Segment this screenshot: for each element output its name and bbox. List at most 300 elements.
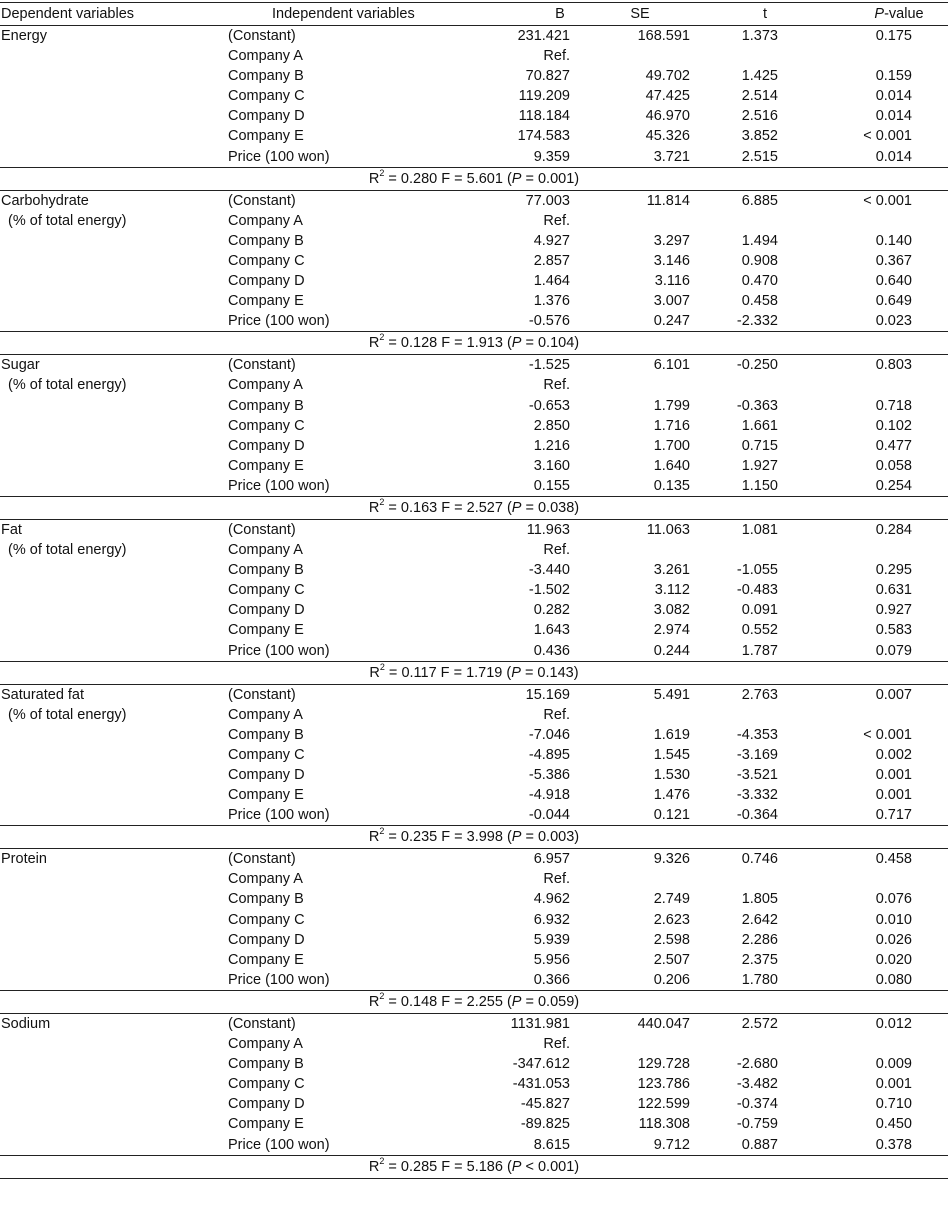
- t-cell: 0.746: [741, 851, 778, 868]
- p-value-cell: 0.477: [875, 437, 912, 454]
- table-row: [0, 86, 948, 106]
- se-cell: 129.728: [637, 1056, 690, 1073]
- summary-p-label: P: [511, 499, 522, 516]
- p-value-cell: 0.079: [875, 642, 912, 659]
- p-value-cell: 0.012: [875, 1015, 912, 1032]
- summary-f-label: F =: [437, 993, 467, 1010]
- t-cell: [690, 540, 810, 560]
- independent-variable-cell: Company D: [228, 931, 305, 948]
- dependent-variable-cell: [0, 251, 228, 271]
- summary-p-label: P: [511, 1158, 522, 1175]
- p-value-cell: 0.649: [875, 293, 912, 310]
- t-cell: -2.332: [736, 313, 778, 330]
- se-cell: 123.786: [637, 1076, 690, 1093]
- summary-f-value: 1.913: [466, 335, 503, 352]
- summary-f-value: 5.186: [466, 1158, 503, 1175]
- summary-equals-label: =: [384, 335, 401, 352]
- table-row: [0, 684, 948, 705]
- t-cell: 2.515: [741, 148, 778, 165]
- summary-f-value: 2.527: [466, 499, 503, 516]
- dependent-variable-cell: [0, 456, 228, 476]
- independent-variable-cell: (Constant): [228, 851, 296, 868]
- summary-r-label: R: [368, 499, 380, 516]
- b-cell: 77.003: [525, 192, 570, 209]
- model-summary: [0, 1155, 948, 1178]
- dependent-variable-cell: [0, 745, 228, 765]
- dependent-variable-cell: [0, 416, 228, 436]
- t-cell: 1.927: [741, 457, 778, 474]
- p-value-cell: 0.710: [875, 1096, 912, 1113]
- independent-variable-cell: Company B: [228, 232, 304, 249]
- summary-squared-label: 2: [379, 991, 385, 1002]
- table-row: [0, 147, 948, 168]
- independent-variable-cell: (Constant): [228, 28, 296, 44]
- dependent-variable-cell: [0, 930, 228, 950]
- table-row: [0, 436, 948, 456]
- p-value-cell: 0.583: [875, 622, 912, 639]
- se-cell: 1.640: [653, 457, 690, 474]
- summary-p-value: < 0.001: [525, 1158, 575, 1175]
- summary-paren-close: ): [574, 993, 580, 1010]
- se-cell: 2.598: [653, 931, 690, 948]
- p-value-cell: [810, 705, 948, 725]
- t-cell: -0.759: [736, 1116, 778, 1133]
- dependent-variable-cell: (% of total energy): [8, 212, 127, 229]
- se-cell: 3.261: [653, 562, 690, 579]
- se-cell: 2.623: [653, 911, 690, 928]
- summary-f-value: 2.255: [466, 993, 503, 1010]
- t-cell: 2.763: [741, 686, 778, 703]
- b-cell: Ref.: [543, 871, 570, 888]
- dependent-variable-cell: [0, 126, 228, 146]
- dependent-variable-cell: [0, 725, 228, 745]
- summary-r-squared-value: 0.280: [400, 170, 438, 187]
- b-cell: -45.827: [520, 1096, 570, 1113]
- table-row: [0, 1114, 948, 1134]
- p-value-cell: 0.631: [875, 582, 912, 599]
- summary-r-label: R: [368, 993, 380, 1010]
- model-summary-row: [0, 1155, 948, 1178]
- se-cell: 3.116: [654, 273, 690, 290]
- dependent-variable-cell: [0, 785, 228, 805]
- b-cell: Ref.: [543, 1036, 570, 1053]
- p-value-cell: 0.080: [875, 971, 912, 988]
- table-row: [0, 66, 948, 86]
- p-value-cell: 0.718: [875, 397, 912, 414]
- t-cell: [690, 211, 810, 231]
- p-value-cell: 0.002: [875, 746, 912, 763]
- b-cell: 8.615: [533, 1136, 570, 1153]
- table-row: [0, 889, 948, 909]
- t-cell: -0.250: [736, 357, 778, 374]
- t-cell: 0.458: [741, 293, 778, 310]
- independent-variable-cell: (Constant): [228, 357, 296, 374]
- p-value-cell: 0.076: [875, 891, 912, 908]
- summary-squared-label: 2: [379, 167, 385, 178]
- table-row: [0, 355, 948, 376]
- b-cell: 2.850: [533, 417, 570, 434]
- dependent-variable-cell: [0, 950, 228, 970]
- summary-p-label: P: [511, 664, 521, 681]
- dependent-variable-cell: [0, 869, 228, 889]
- dependent-variable-cell: [0, 1034, 228, 1054]
- t-cell: [690, 869, 810, 889]
- dependent-variable-cell: [0, 476, 228, 497]
- t-cell: 0.552: [741, 622, 778, 639]
- b-cell: -4.895: [528, 746, 570, 763]
- dependent-variable-cell: Carbohydrate: [1, 192, 89, 209]
- independent-variable-cell: Company A: [228, 48, 303, 65]
- dependent-variable-cell: [0, 1074, 228, 1094]
- independent-variable-cell: Price (100 won): [228, 971, 330, 988]
- table-row: [0, 600, 948, 620]
- summary-r-squared-value: 0.128: [400, 335, 438, 352]
- summary-squared-label: 2: [379, 661, 385, 672]
- dependent-variable-cell: [0, 271, 228, 291]
- summary-f-label: F =: [437, 1158, 467, 1175]
- table-row: [0, 869, 948, 889]
- dependent-variable-cell: [0, 641, 228, 662]
- independent-variable-cell: Price (100 won): [228, 477, 330, 494]
- header-p-value: [810, 3, 948, 26]
- se-cell: [570, 46, 690, 66]
- b-cell: -431.053: [512, 1076, 570, 1093]
- table-row: [0, 231, 948, 251]
- se-cell: [570, 1034, 690, 1054]
- independent-variable-cell: Company B: [228, 891, 304, 908]
- b-cell: 9.359: [533, 148, 570, 165]
- p-value-cell: 0.450: [875, 1116, 912, 1133]
- b-cell: -0.576: [528, 313, 570, 330]
- table-row: [0, 476, 948, 497]
- b-cell: 6.932: [533, 911, 570, 928]
- t-cell: 1.425: [741, 68, 778, 85]
- independent-variable-cell: Company C: [228, 417, 305, 434]
- t-cell: [690, 705, 810, 725]
- se-cell: 440.047: [637, 1015, 690, 1032]
- p-value-cell: 0.014: [875, 148, 912, 165]
- dependent-variable-cell: [0, 436, 228, 456]
- summary-p-label: P: [511, 170, 522, 187]
- p-value-cell: 0.295: [875, 562, 912, 579]
- b-cell: 3.160: [533, 457, 570, 474]
- dependent-variable-cell: Sodium: [1, 1015, 51, 1032]
- p-value-cell: 0.010: [875, 911, 912, 928]
- model-summary-row: [0, 167, 948, 190]
- dependent-variable-cell: [0, 560, 228, 580]
- summary-r-squared-value: 0.148: [400, 993, 438, 1010]
- independent-variable-cell: Company D: [228, 437, 305, 454]
- p-value-cell: 0.140: [875, 232, 912, 249]
- table-row: [0, 416, 948, 436]
- t-cell: -2.680: [736, 1056, 778, 1073]
- table-row: [0, 271, 948, 291]
- independent-variable-cell: Company B: [228, 562, 304, 579]
- se-cell: 5.491: [653, 686, 690, 703]
- summary-paren-open: (: [502, 829, 512, 846]
- independent-variable-cell: Company B: [228, 1056, 304, 1073]
- model-summary: [0, 990, 948, 1013]
- summary-r-squared-value: 0.285: [400, 1158, 438, 1175]
- table-row: [0, 580, 948, 600]
- se-cell: 2.749: [653, 891, 690, 908]
- se-cell: 0.206: [653, 971, 690, 988]
- b-cell: -0.044: [528, 807, 570, 824]
- summary-squared-label: 2: [379, 497, 385, 508]
- table-row: [0, 456, 948, 476]
- header-se: SE: [570, 3, 690, 26]
- b-cell: 11.963: [526, 521, 570, 538]
- t-cell: -0.374: [736, 1096, 778, 1113]
- model-summary: [0, 332, 948, 355]
- b-cell: Ref.: [543, 48, 570, 65]
- t-cell: 1.494: [741, 232, 778, 249]
- dependent-variable-cell: [0, 1054, 228, 1074]
- b-cell: 1.643: [533, 622, 570, 639]
- dependent-variable-cell: [0, 66, 228, 86]
- table-row: [0, 620, 948, 640]
- b-cell: 119.209: [518, 88, 570, 105]
- b-cell: -1.502: [528, 582, 570, 599]
- summary-equals-label: =: [384, 829, 401, 846]
- regression-table: [0, 2, 948, 1179]
- p-value-cell: 0.014: [875, 108, 912, 125]
- table-row: [0, 805, 948, 826]
- independent-variable-cell: Company A: [228, 1036, 303, 1053]
- t-cell: -1.055: [736, 562, 778, 579]
- table-row: [0, 641, 948, 662]
- dependent-variable-cell: [0, 805, 228, 826]
- t-cell: -4.353: [736, 726, 778, 743]
- se-cell: 118.308: [638, 1116, 690, 1133]
- independent-variable-cell: Company C: [228, 88, 305, 105]
- summary-r-squared-value: 0.163: [400, 499, 438, 516]
- table-row: [0, 745, 948, 765]
- se-cell: [570, 375, 690, 395]
- table-row: [0, 1054, 948, 1074]
- summary-paren-close: ): [574, 829, 580, 846]
- t-cell: [690, 46, 810, 66]
- p-value-cell: 0.254: [875, 477, 912, 494]
- t-cell: 1.373: [741, 28, 778, 44]
- dependent-variable-cell: Energy: [1, 28, 47, 44]
- b-cell: 1.216: [533, 437, 570, 454]
- independent-variable-cell: Company A: [228, 871, 303, 888]
- table-row: [0, 1013, 948, 1034]
- summary-equals-label: =: [384, 1158, 401, 1175]
- dependent-variable-cell: [0, 970, 228, 991]
- header-p-rest: -value: [884, 6, 924, 22]
- dependent-variable-cell: Fat: [1, 521, 22, 538]
- b-cell: Ref.: [543, 377, 570, 394]
- independent-variable-cell: Company E: [228, 457, 304, 474]
- se-cell: 1.716: [653, 417, 690, 434]
- b-cell: 2.857: [533, 252, 570, 269]
- p-value-cell: 0.927: [875, 602, 912, 619]
- table-row: [0, 765, 948, 785]
- summary-squared-label: 2: [379, 826, 385, 837]
- t-cell: 0.470: [741, 273, 778, 290]
- independent-variable-cell: Company E: [228, 293, 304, 310]
- b-cell: 1.376: [533, 293, 570, 310]
- se-cell: 2.974: [653, 622, 690, 639]
- dependent-variable-cell: [0, 1135, 228, 1156]
- independent-variable-cell: Company D: [228, 767, 305, 783]
- b-cell: Ref.: [543, 212, 570, 229]
- table-row: [0, 519, 948, 540]
- b-cell: 5.956: [533, 951, 570, 968]
- summary-paren-open: (: [502, 335, 512, 352]
- independent-variable-cell: Company D: [228, 273, 305, 290]
- b-cell: -3.440: [528, 562, 570, 579]
- t-cell: -0.364: [736, 807, 778, 824]
- t-cell: 2.642: [741, 911, 778, 928]
- p-value-cell: 0.378: [875, 1136, 912, 1153]
- table-row: [0, 849, 948, 870]
- se-cell: [570, 869, 690, 889]
- summary-paren-open: (: [502, 664, 512, 681]
- p-value-cell: 0.102: [875, 417, 912, 434]
- independent-variable-cell: (Constant): [228, 686, 296, 703]
- independent-variable-cell: Company A: [228, 542, 303, 559]
- p-value-cell: [810, 375, 948, 395]
- se-cell: [570, 540, 690, 560]
- b-cell: 231.421: [517, 28, 570, 44]
- b-cell: -347.612: [512, 1056, 570, 1073]
- model-summary: [0, 826, 948, 849]
- dependent-variable-cell: Saturated fat: [1, 686, 85, 703]
- summary-p-value: = 0.143: [524, 664, 574, 681]
- summary-paren-close: ): [573, 664, 579, 681]
- summary-f-label: F =: [437, 170, 467, 187]
- dependent-variable-cell: [0, 765, 228, 785]
- summary-f-label: F =: [437, 829, 467, 846]
- dependent-variable-cell: [0, 889, 228, 909]
- summary-paren-close: ): [574, 499, 580, 516]
- summary-paren-open: (: [502, 170, 512, 187]
- b-cell: 0.282: [533, 602, 570, 619]
- dependent-variable-cell: [0, 231, 228, 251]
- summary-paren-open: (: [502, 499, 512, 516]
- independent-variable-cell: Price (100 won): [228, 313, 330, 330]
- independent-variable-cell: Company B: [228, 397, 304, 414]
- t-cell: -0.483: [736, 582, 778, 599]
- p-value-cell: 0.458: [875, 851, 912, 868]
- b-cell: -0.653: [528, 397, 570, 414]
- summary-p-value: = 0.003: [525, 829, 575, 846]
- table-header: [0, 3, 948, 26]
- table-row: [0, 211, 948, 231]
- b-cell: 0.436: [533, 642, 570, 659]
- se-cell: 168.591: [637, 28, 690, 44]
- dependent-variable-cell: [0, 106, 228, 126]
- se-cell: 6.101: [653, 357, 690, 374]
- table-row: [0, 970, 948, 991]
- p-value-cell: [810, 46, 948, 66]
- b-cell: -4.918: [528, 787, 570, 804]
- summary-r-label: R: [369, 664, 380, 681]
- summary-f-label: F =: [436, 664, 467, 681]
- t-cell: -0.363: [736, 397, 778, 414]
- t-cell: 1.150: [741, 477, 778, 494]
- dependent-variable-cell: [0, 396, 228, 416]
- model-summary-row: [0, 661, 948, 684]
- se-cell: 9.712: [653, 1136, 690, 1153]
- p-value-cell: 0.007: [875, 686, 912, 703]
- independent-variable-cell: Company E: [228, 1116, 304, 1133]
- summary-squared-label: 2: [379, 1155, 385, 1166]
- t-cell: 1.661: [741, 417, 778, 434]
- se-cell: 3.007: [653, 293, 690, 310]
- b-cell: 4.962: [533, 891, 570, 908]
- b-cell: 4.927: [533, 232, 570, 249]
- header-independent: Independent variables: [228, 3, 440, 26]
- b-cell: -7.046: [528, 726, 570, 743]
- header-t: t: [690, 3, 810, 26]
- header-p-italic: P: [874, 6, 885, 22]
- table-row: [0, 540, 948, 560]
- p-value-cell: [810, 540, 948, 560]
- table-row: [0, 785, 948, 805]
- t-cell: 1.787: [741, 642, 778, 659]
- p-value-cell: 0.717: [875, 807, 912, 824]
- summary-r-label: R: [368, 170, 380, 187]
- dependent-variable-cell: Protein: [1, 851, 47, 868]
- t-cell: -3.169: [736, 746, 778, 763]
- t-cell: 1.805: [741, 891, 778, 908]
- table-body: [0, 26, 948, 1179]
- se-cell: 3.146: [653, 252, 690, 269]
- p-value-cell: < 0.001: [863, 726, 912, 743]
- summary-equals-label: =: [384, 499, 401, 516]
- independent-variable-cell: (Constant): [228, 1015, 296, 1032]
- summary-r-squared-value: 0.235: [400, 829, 438, 846]
- p-value-cell: < 0.001: [863, 192, 912, 209]
- summary-p-label: P: [511, 829, 522, 846]
- model-summary-row: [0, 990, 948, 1013]
- independent-variable-cell: Company C: [228, 1076, 305, 1093]
- table-row: [0, 126, 948, 146]
- table-row: [0, 26, 948, 47]
- se-cell: 1.545: [653, 746, 690, 763]
- dependent-variable-cell: [0, 46, 228, 66]
- t-cell: [690, 375, 810, 395]
- table-row: [0, 910, 948, 930]
- summary-p-label: P: [511, 335, 522, 352]
- table-row: [0, 1034, 948, 1054]
- se-cell: [570, 705, 690, 725]
- dependent-variable-cell: [0, 86, 228, 106]
- dependent-variable-cell: [0, 580, 228, 600]
- t-cell: 0.887: [741, 1136, 778, 1153]
- se-cell: 0.135: [653, 477, 690, 494]
- summary-paren-open: (: [502, 993, 512, 1010]
- p-value-cell: 0.159: [875, 68, 912, 85]
- summary-f-value: 1.719: [466, 664, 503, 681]
- b-cell: -1.525: [528, 357, 570, 374]
- p-value-cell: 0.640: [875, 273, 912, 290]
- se-cell: 9.326: [653, 851, 690, 868]
- summary-f-value: 5.601: [466, 170, 503, 187]
- b-cell: Ref.: [543, 706, 570, 723]
- p-value-cell: 0.009: [875, 1056, 912, 1073]
- se-cell: 46.970: [645, 108, 690, 125]
- se-cell: 0.121: [653, 807, 690, 824]
- independent-variable-cell: Company E: [228, 128, 304, 145]
- summary-p-value: = 0.001: [525, 170, 575, 187]
- b-cell: 1.464: [533, 273, 570, 290]
- summary-p-value: = 0.104: [525, 335, 575, 352]
